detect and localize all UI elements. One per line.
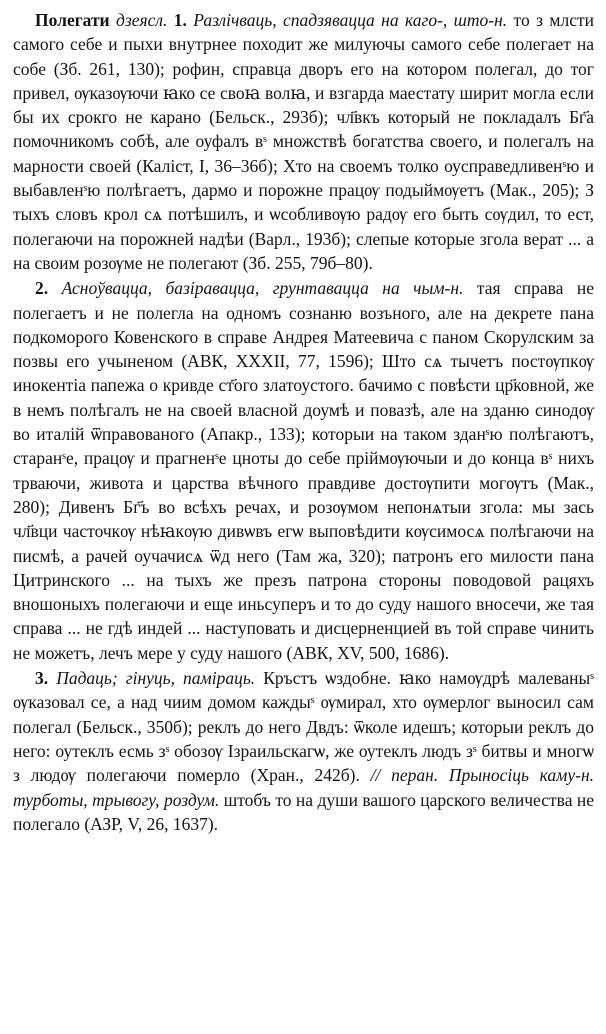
sense-number: 1. [173,10,187,30]
transfer-gloss: Прыносіць каму-н. турботы, трывогу, роздум. [13,765,595,810]
sense-2-paragraph [13,276,594,665]
sense-citations: то з млсти самого себе и пыхи внутрнее походит же милуючы самого себе полегает на собе (Зб. 261, 130); рофин, справца дворъ его на котором полегал, до тог привел, ѹказѹючи ꙗко се своꙗ волꙗ, и взгарда маестату ширит могла если бы их срокго не карано (Бельск., 293б); чл҃вкъ который не покладалъ Бг҃а помочникомъ собѣ, але оуфалъ вˢ множствѣ богатства своего, и полегалъ на марности своей (Каліст, I, 36–36б); Хто на своемъ толко оусправедливенˢю и выбавленˢю полѣгаетъ, дармо и порожне працѹ подыймѹетъ (Мак., 205); З тыхъ словъ крол сѧ потѣшилъ, и ѡсобливѹю радѹ его быть сѹдил, то ест, полегаючи на порожней надѣи (Варл., 193б); слепые которые згола верат ... а на своим розѹме не полегают (Зб. 255, 79б–80). [13,10,594,273]
sense-3-paragraph [13,666,594,836]
headword: Полегати [35,10,110,30]
sense-number: 2. [35,278,49,299]
sense-gloss: Асноўвацца, базіравацца, грунтавацца на чым-н. [61,278,464,299]
sense-1-paragraph [13,8,594,275]
sense-citations: Кръстъ ѡздобне. ꙗко намѹдрѣ малеваныˢ ѹказовал се, а над чиим домом каждыˢ ѹмирал, хто ѹмерлог выносил сам полегал (Бельск., 350б); реклъ до него Двдъ: ѿколе идешъ; которыи реклъ до него: оутеклъ есмь зˢ обозѹ Ізраильскагѡ, же оутеклъ людъ зˢ битвы и многѡ з людѹ полегаючи померло (Хран., 242б). [13,668,594,786]
grammar-label: дзеясл. [116,10,168,30]
separator: // [370,765,381,786]
transfer-label: перан. [391,765,439,786]
transfer-citation: штобъ то на души вашого царского величества не полегало (АЗР, V, 26, 1637). [13,789,595,834]
sense-gloss: Падаць; гінуць, паміраць. [56,668,256,689]
sense-citations: тая справа не полегаетъ и не полегла на одномъ сознаню возъного, але на декрете пана подкоморого Ковенского в справе Андрея Матеевича с паном Скорулским за позвы его учыненом (АВК, XXXII, 77, 1596); Што сѧ тычетъ постѹпкѹ инокентіа папежа о кривде ст҃ого златоустого. бачимо с повѣсти цр҃ковной, же в немъ полѣгалъ не на своей власной доумѣ и повазѣ, але на зданю синодѹ во италій ѿправованого (Апакр., 133); которыи на таком зданˢю полѣгаютъ, старанˢе, працѹ и прагненˢе цноты до себе пріймѹючыи и до конца вˢ нихъ трваючи, живота и царства вѣчного правдиве достѹпити могѹтъ (Мак., 280); Дивенъ Бг҃ъ во всѣхъ речах, и розѹмом непонѧтыи згола: мы зась чл҃вци часточкѹ нѣꙗкѹю дивѡвъ егѡ выповѣдити кѹсимосѧ полѣгаючи на писмѣ, а рачей оучачисѧ ѿд него (Там жа, 320); патронъ его милости пана Цитринского ... на тыхъ же презъ патрона стороны поводовой рацяхъ вношоныхъ полегаючи и еще иньсуперъ и то до суду нашого вносечи, же тая справа ... не гдѣ индей ... наступовать и дисцерненцией въ той справе чинить не можетъ, лечъ мере у суду нашого (АВК, XV, 500, 1686). [13,278,595,663]
sense-number: 3. [35,668,49,689]
sense-gloss: Разлічваць, спадзявацца на каго-, што-н. [193,10,508,30]
